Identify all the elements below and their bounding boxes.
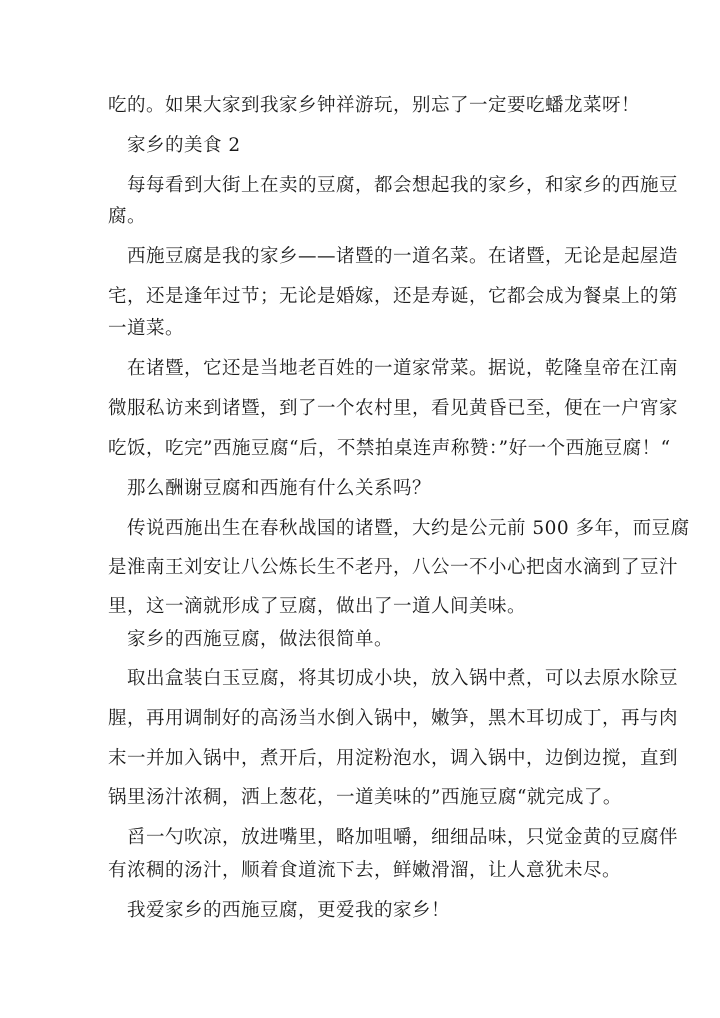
text-line: 传说西施出生在春秋战国的诸暨，大约是公元前 500 多年，而豆腐 xyxy=(127,518,690,539)
text-line: 锅里汤汁浓稠，洒上葱花，一道美味的”西施豆腐“就完成了。 xyxy=(108,787,622,808)
text-line: 有浓稠的汤汁，顺着食道流下去，鲜嫩滑溜，让人意犹未尽。 xyxy=(108,860,622,881)
text-line: 里，这一滴就形成了豆腐，做出了一道人间美味。 xyxy=(108,596,527,617)
text-line: 西施豆腐是我的家乡——诸暨的一道名菜。在诸暨，无论是起屋造 xyxy=(127,246,679,267)
text-line: 吃饭，吃完”西施豆腐“后，不禁拍桌连声称赞：”好一个西施豆腐！“ xyxy=(108,438,671,459)
text-line: 腐。 xyxy=(108,206,147,227)
text-line: 微服私访来到诸暨，到了一个农村里，看见黄昏已至，便在一户宵家 xyxy=(108,398,679,419)
text-line: 舀一勺吹凉，放进嘴里，略加咀嚼，细细品味，只觉金黄的豆腐伴 xyxy=(127,827,679,848)
text-line: 宅，还是逢年过节；无论是婚嫁，还是寿诞，它都会成为餐桌上的第 xyxy=(108,286,679,307)
text-line: 一道菜。 xyxy=(108,318,185,339)
text-line: 吃的。如果大家到我家乡钟祥游玩，别忘了一定要吃蟠龙菜呀！ xyxy=(108,95,641,116)
text-line: 腥，再用调制好的高汤当水倒入锅中，嫩笋，黑木耳切成丁，再与肉 xyxy=(108,708,679,729)
text-line: 家乡的西施豆腐，做法很简单。 xyxy=(127,629,394,650)
text-line: 取出盒装白玉豆腐，将其切成小块，放入锅中煮，可以去原水除豆 xyxy=(127,668,679,689)
text-line: 我爱家乡的西施豆腐，更爱我的家乡！ xyxy=(127,900,451,921)
text-line: 那么酬谢豆腐和西施有什么关系吗？ xyxy=(127,478,432,499)
text-line: 末一并加入锅中，煮开后，用淀粉泡水，调入锅中，边倒边搅，直到 xyxy=(108,748,679,769)
text-line: 是淮南王刘安让八公炼长生不老丹，八公一不小心把卤水滴到了豆汁 xyxy=(108,557,679,578)
section-heading: 家乡的美食 2 xyxy=(127,135,241,156)
text-line: 每每看到大街上在卖的豆腐，都会想起我的家乡，和家乡的西施豆 xyxy=(127,175,679,196)
text-line: 在诸暨，它还是当地老百姓的一道家常菜。据说，乾隆皇帝在江南 xyxy=(127,358,679,379)
